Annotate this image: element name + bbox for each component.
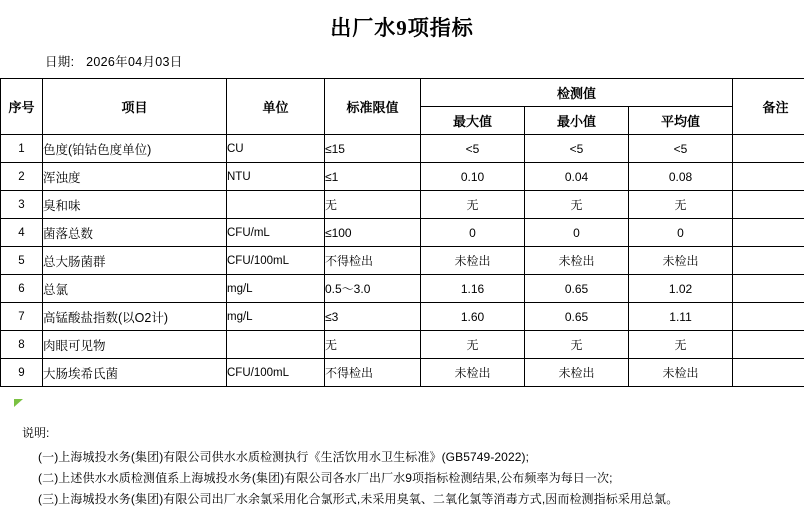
cell-avg: 1.11 [629,303,733,331]
cell-min: 未检出 [525,359,629,387]
cell-no: 4 [1,219,43,247]
notes-heading: 说明: [22,426,50,440]
cell-avg: 0 [629,219,733,247]
table-header [1,79,804,135]
table-row [1,359,804,387]
cell-avg: 未检出 [629,359,733,387]
header-max: 最大值 [421,107,525,135]
cell-item: 高锰酸盐指数(以O2计) [43,303,227,331]
cell-item: 臭和味 [43,191,227,219]
cell-unit: CFU/100mL [227,359,325,387]
cell-min: 无 [525,331,629,359]
cell-limit: 不得检出 [325,359,421,387]
cell-no: 3 [1,191,43,219]
header-item: 项目 [43,79,227,135]
cell-remark [733,359,804,387]
header-unit: 单位 [227,79,325,135]
table-row [1,135,804,163]
header-limit: 标准限值 [325,79,421,135]
cell-item: 总氯 [43,275,227,303]
cell-min: 未检出 [525,247,629,275]
cell-avg: <5 [629,135,733,163]
cell-limit: ≤1 [325,163,421,191]
cell-no: 6 [1,275,43,303]
note-item: (一)上海城投水务(集团)有限公司供水水质检测执行《生活饮用水卫生标准》(GB5749-2022); [38,450,530,464]
table-row [1,247,804,275]
cell-limit: 不得检出 [325,247,421,275]
cell-limit: ≤15 [325,135,421,163]
cell-min: 0 [525,219,629,247]
header-min: 最小值 [525,107,629,135]
cell-remark [733,303,804,331]
cell-limit: ≤3 [325,303,421,331]
table-row [1,219,804,247]
note-item: (二)上述供水水质检测值系上海城投水务(集团)有限公司各水厂出厂水9项指标检测结果,公布频率为每日一次; [38,471,613,485]
cell-min: <5 [525,135,629,163]
header-remark: 备注 [733,79,804,135]
cell-min: 0.04 [525,163,629,191]
cell-unit: mg/L [227,275,325,303]
cell-no: 7 [1,303,43,331]
header-row-1 [1,79,804,107]
cell-unit: CFU/100mL [227,247,325,275]
table-row [1,275,804,303]
cell-remark [733,163,804,191]
cell-unit [227,331,325,359]
green-marker-icon [14,399,23,407]
cell-no: 1 [1,135,43,163]
cell-max: <5 [421,135,525,163]
date-label: 日期: [45,55,75,69]
cell-unit: mg/L [227,303,325,331]
cell-item: 菌落总数 [43,219,227,247]
cell-max: 0 [421,219,525,247]
table-body [1,135,804,387]
cell-max: 未检出 [421,247,525,275]
indicators-table [0,78,804,387]
cell-min: 无 [525,191,629,219]
cell-avg: 0.08 [629,163,733,191]
cell-max: 1.60 [421,303,525,331]
cell-remark [733,247,804,275]
cell-remark [733,331,804,359]
cell-unit: NTU [227,163,325,191]
date-value: 2026年04月03日 [86,55,183,69]
cell-item: 大肠埃希氏菌 [43,359,227,387]
table-row [1,191,804,219]
cell-limit: 无 [325,191,421,219]
cell-max: 1.16 [421,275,525,303]
cell-max: 0.10 [421,163,525,191]
header-no: 序号 [1,79,43,135]
cell-remark [733,219,804,247]
cell-unit: CU [227,135,325,163]
table-row [1,163,804,191]
cell-item: 总大肠菌群 [43,247,227,275]
cell-remark [733,275,804,303]
cell-limit: ≤100 [325,219,421,247]
page-title: 出厂水9项指标 [330,16,474,40]
table-row [1,303,804,331]
cell-min: 0.65 [525,275,629,303]
cell-item: 色度(铂钴色度单位) [43,135,227,163]
cell-limit: 0.5～3.0 [325,275,421,303]
cell-max: 未检出 [421,359,525,387]
report-date [0,52,804,78]
table-row [1,331,804,359]
cell-limit: 无 [325,331,421,359]
note-item: (三)上海城投水务(集团)有限公司出厂水余氯采用化合氯形式,未采用臭氧、二氧化氯等消毒方式,因而检测指标采用总氯。 [38,492,679,506]
header-measured-group: 检测值 [421,79,733,107]
cell-item: 浑浊度 [43,163,227,191]
cell-no: 2 [1,163,43,191]
cell-max: 无 [421,331,525,359]
cell-remark [733,135,804,163]
notes-section [0,423,804,510]
cell-min: 0.65 [525,303,629,331]
header-avg: 平均值 [629,107,733,135]
cell-avg: 未检出 [629,247,733,275]
cell-avg: 1.02 [629,275,733,303]
cell-avg: 无 [629,331,733,359]
cell-max: 无 [421,191,525,219]
cell-unit: CFU/mL [227,219,325,247]
cell-no: 9 [1,359,43,387]
cell-item: 肉眼可见物 [43,331,227,359]
cell-avg: 无 [629,191,733,219]
cell-remark [733,191,804,219]
cell-no: 5 [1,247,43,275]
cell-no: 8 [1,331,43,359]
cell-unit [227,191,325,219]
